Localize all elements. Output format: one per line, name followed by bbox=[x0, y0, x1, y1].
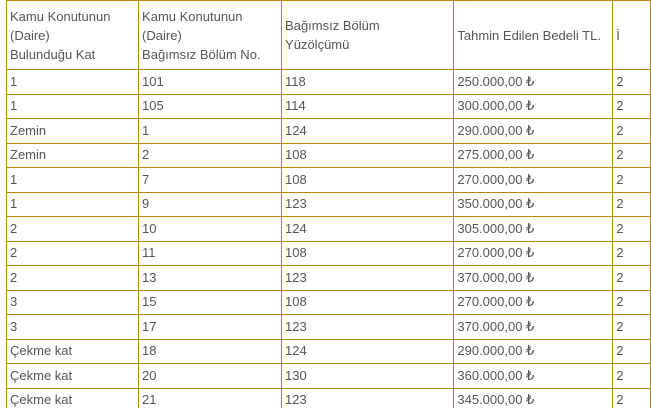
cell-area: 123 bbox=[282, 315, 454, 340]
cell-floor: Zemin bbox=[7, 143, 139, 168]
cell-floor: Zemin bbox=[7, 119, 139, 144]
header-line: Bağımsız Bölüm No. bbox=[142, 46, 261, 62]
cell-area: 118 bbox=[282, 70, 454, 95]
cell-floor: Çekme kat bbox=[7, 339, 139, 364]
table-row bbox=[7, 217, 651, 242]
header-line: Tahmin Edilen Bedeli TL. bbox=[457, 27, 601, 43]
cell-area: 108 bbox=[282, 143, 454, 168]
cell-unit-no: 21 bbox=[139, 388, 282, 408]
cell-truncated: 2 bbox=[613, 192, 651, 217]
cell-unit-no: 2 bbox=[139, 143, 282, 168]
cell-truncated: 2 bbox=[613, 70, 651, 95]
cell-unit-no: 17 bbox=[139, 315, 282, 340]
cell-floor: 3 bbox=[7, 290, 139, 315]
table-row bbox=[7, 94, 651, 119]
cell-unit-no: 10 bbox=[139, 217, 282, 242]
cell-floor: 2 bbox=[7, 217, 139, 242]
table-row bbox=[7, 119, 651, 144]
cell-floor: 2 bbox=[7, 266, 139, 291]
cell-area: 108 bbox=[282, 241, 454, 266]
cell-estimated-price: 270.000,00 ₺ bbox=[454, 241, 613, 266]
cell-truncated: 2 bbox=[613, 290, 651, 315]
table-row bbox=[7, 364, 651, 389]
cell-floor: 1 bbox=[7, 94, 139, 119]
table-row bbox=[7, 241, 651, 266]
cell-unit-no: 9 bbox=[139, 192, 282, 217]
header-unit-no bbox=[139, 1, 282, 70]
cell-floor: 1 bbox=[7, 70, 139, 95]
cell-unit-no: 11 bbox=[139, 241, 282, 266]
cell-estimated-price: 345.000,00 ₺ bbox=[454, 388, 613, 408]
table-row bbox=[7, 315, 651, 340]
cell-area: 124 bbox=[282, 119, 454, 144]
header-floor bbox=[7, 1, 139, 70]
cell-unit-no: 101 bbox=[139, 70, 282, 95]
cell-area: 114 bbox=[282, 94, 454, 119]
header-line: (Daire) bbox=[10, 27, 50, 43]
header-line: (Daire) bbox=[142, 27, 182, 43]
cell-floor: 2 bbox=[7, 241, 139, 266]
cell-truncated: 2 bbox=[613, 168, 651, 193]
cell-unit-no: 18 bbox=[139, 339, 282, 364]
cell-estimated-price: 370.000,00 ₺ bbox=[454, 266, 613, 291]
table-row bbox=[7, 290, 651, 315]
header-area bbox=[282, 1, 454, 70]
cell-truncated: 2 bbox=[613, 266, 651, 291]
cell-area: 108 bbox=[282, 168, 454, 193]
cell-area: 124 bbox=[282, 217, 454, 242]
cell-area: 123 bbox=[282, 192, 454, 217]
cell-area: 124 bbox=[282, 339, 454, 364]
cell-floor: Çekme kat bbox=[7, 388, 139, 408]
table-row bbox=[7, 143, 651, 168]
cell-truncated: 2 bbox=[613, 315, 651, 340]
cell-unit-no: 1 bbox=[139, 119, 282, 144]
cell-estimated-price: 270.000,00 ₺ bbox=[454, 290, 613, 315]
cell-area: 108 bbox=[282, 290, 454, 315]
cell-floor: 3 bbox=[7, 315, 139, 340]
header-truncated bbox=[613, 1, 651, 70]
header-line: Bulunduğu Kat bbox=[10, 46, 96, 62]
header-line: Yüzölçümü bbox=[285, 37, 350, 52]
cell-truncated: 2 bbox=[613, 94, 651, 119]
cell-area: 130 bbox=[282, 364, 454, 389]
housing-table bbox=[6, 0, 651, 408]
cell-estimated-price: 305.000,00 ₺ bbox=[454, 217, 613, 242]
cell-unit-no: 105 bbox=[139, 94, 282, 119]
table-row bbox=[7, 339, 651, 364]
table-row bbox=[7, 70, 651, 95]
cell-unit-no: 20 bbox=[139, 364, 282, 389]
cell-estimated-price: 360.000,00 ₺ bbox=[454, 364, 613, 389]
table-row bbox=[7, 168, 651, 193]
header-line: Bağımsız Bölüm bbox=[285, 18, 380, 33]
header-estimated-price bbox=[454, 1, 613, 70]
cell-unit-no: 15 bbox=[139, 290, 282, 315]
header-line: İ bbox=[616, 27, 620, 43]
header-line: Kamu Konutunun bbox=[142, 8, 243, 24]
table-row bbox=[7, 266, 651, 291]
cell-floor: 1 bbox=[7, 168, 139, 193]
cell-area: 123 bbox=[282, 388, 454, 408]
cell-truncated: 2 bbox=[613, 143, 651, 168]
cell-estimated-price: 290.000,00 ₺ bbox=[454, 119, 613, 144]
cell-truncated: 2 bbox=[613, 217, 651, 242]
cell-unit-no: 13 bbox=[139, 266, 282, 291]
header-line: Kamu Konutunun bbox=[10, 8, 111, 24]
cell-floor: Çekme kat bbox=[7, 364, 139, 389]
table-row bbox=[7, 192, 651, 217]
cell-unit-no: 7 bbox=[139, 168, 282, 193]
cell-truncated: 2 bbox=[613, 364, 651, 389]
cell-estimated-price: 370.000,00 ₺ bbox=[454, 315, 613, 340]
cell-estimated-price: 300.000,00 ₺ bbox=[454, 94, 613, 119]
cell-truncated: 2 bbox=[613, 119, 651, 144]
cell-estimated-price: 270.000,00 ₺ bbox=[454, 168, 613, 193]
cell-estimated-price: 275.000,00 ₺ bbox=[454, 143, 613, 168]
cell-estimated-price: 350.000,00 ₺ bbox=[454, 192, 613, 217]
cell-truncated: 2 bbox=[613, 339, 651, 364]
cell-truncated: 2 bbox=[613, 388, 651, 408]
cell-area: 123 bbox=[282, 266, 454, 291]
table-body bbox=[7, 70, 651, 408]
table-header-row bbox=[7, 1, 651, 70]
table-row bbox=[7, 388, 651, 408]
cell-floor: 1 bbox=[7, 192, 139, 217]
cell-estimated-price: 290.000,00 ₺ bbox=[454, 339, 613, 364]
cell-estimated-price: 250.000,00 ₺ bbox=[454, 70, 613, 95]
cell-truncated: 2 bbox=[613, 241, 651, 266]
